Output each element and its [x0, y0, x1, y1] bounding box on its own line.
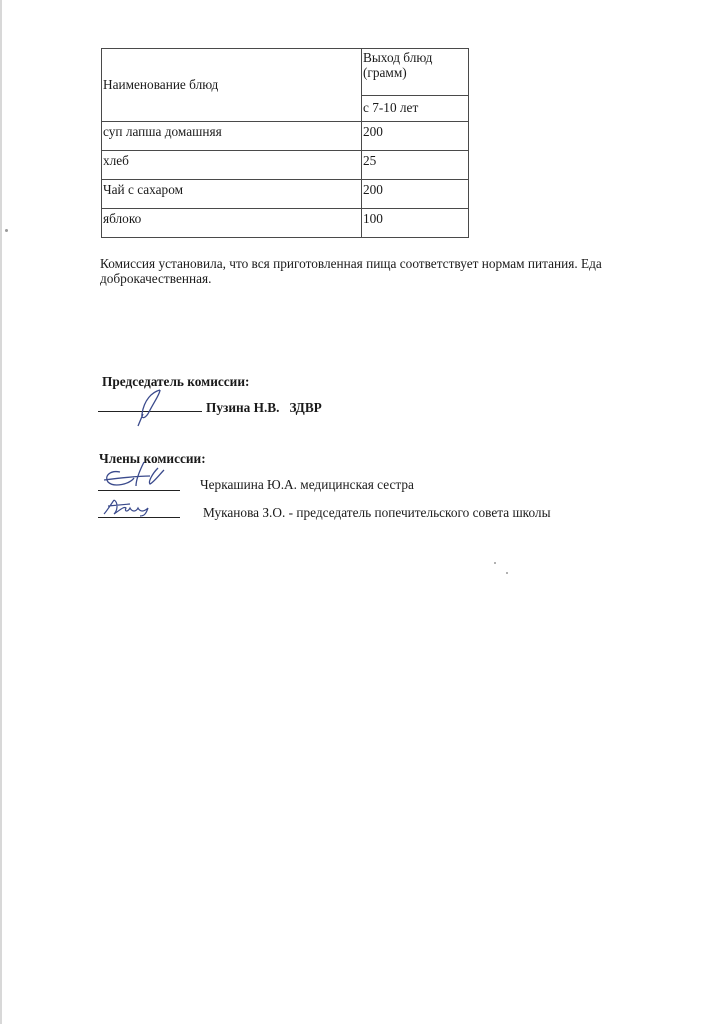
chair-name: Пузина Н.В. ЗДВР — [206, 400, 322, 415]
dish-grams: 200 — [362, 122, 469, 151]
member-signature — [100, 496, 160, 518]
scan-page-edge — [0, 0, 2, 1024]
dish-name: Чай с сахаром — [102, 180, 362, 209]
member-name: Черкашина Ю.А. медицинская сестра — [200, 477, 414, 492]
header-age-group: с 7-10 лет — [362, 96, 469, 122]
member-signature — [100, 460, 166, 490]
dish-name: хлеб — [102, 151, 362, 180]
member-name: Муканова З.О. - председатель попечительского совета школы — [203, 505, 551, 520]
table-row — [102, 209, 469, 238]
dish-name: суп лапша домашняя — [102, 122, 362, 151]
table-header-row — [102, 49, 469, 96]
dish-grams: 200 — [362, 180, 469, 209]
table-row — [102, 151, 469, 180]
dish-grams: 100 — [362, 209, 469, 238]
table-row — [102, 180, 469, 209]
dish-grams: 25 — [362, 151, 469, 180]
dish-name: яблоко — [102, 209, 362, 238]
members-title: Члены комиссии: — [99, 451, 206, 466]
member-signature-line — [98, 490, 180, 491]
header-output: Выход блюд (грамм) — [362, 49, 469, 96]
table-row — [102, 122, 469, 151]
menu-table — [101, 48, 469, 238]
chair-signature — [130, 386, 170, 428]
scan-speck — [494, 562, 496, 564]
commission-conclusion: Комиссия установила, что вся приготовленная пища соответствует нормам питания. Еда доброкачественная. — [100, 256, 602, 286]
header-dish-name: Наименование блюд — [102, 49, 362, 122]
scan-speck — [506, 572, 508, 574]
chair-title: Председатель комиссии: — [102, 374, 250, 389]
scan-speck — [5, 229, 8, 232]
